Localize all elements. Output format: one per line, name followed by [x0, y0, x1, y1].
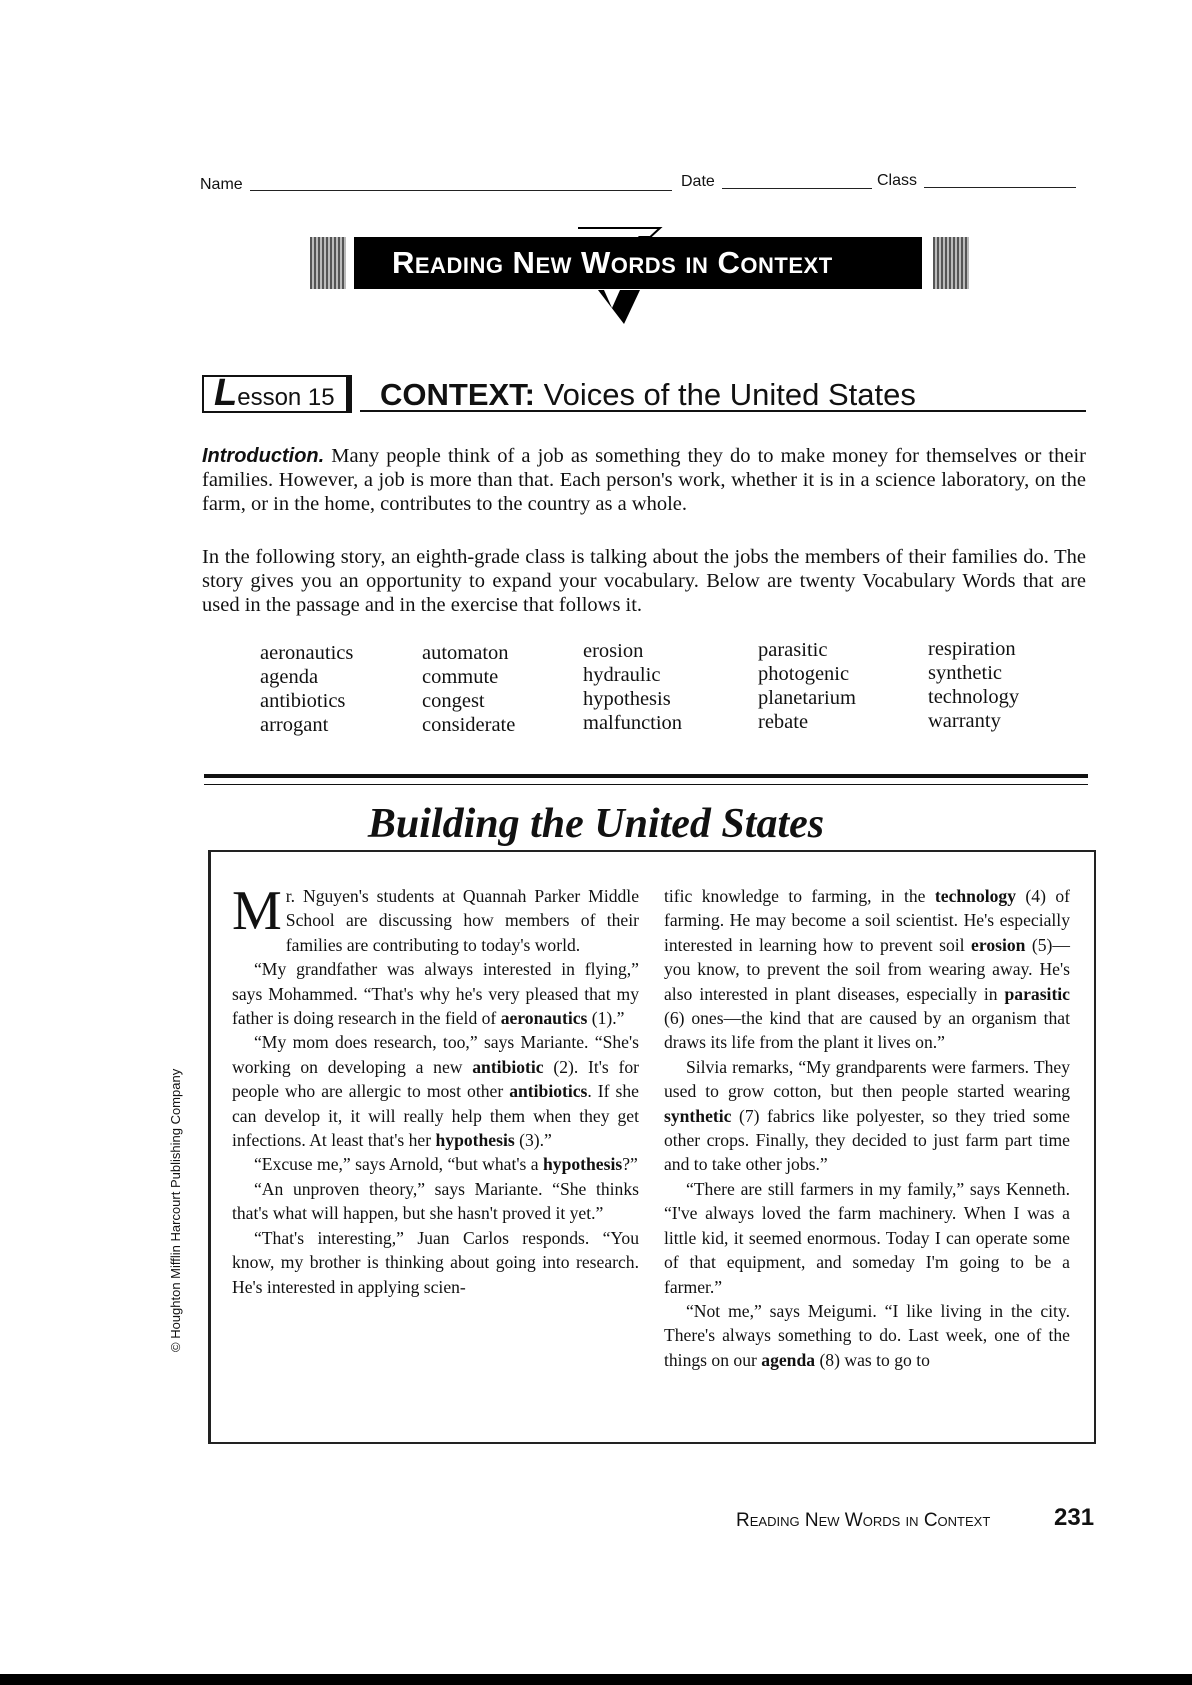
class-label: Class [877, 172, 918, 189]
lesson-badge-text [214, 374, 335, 412]
banner-right-block [933, 237, 969, 289]
class-field-line[interactable] [924, 187, 1076, 188]
story-paragraph: “Excuse me,” says Arnold, “but what's a hypothesis?” [254, 1154, 638, 1175]
context-title [380, 377, 916, 413]
vocab-word: commute [422, 666, 499, 688]
vocab-column-3 [583, 639, 682, 735]
publisher-credit: © Houghton Mifflin Harcourt Publishing Company [168, 1068, 183, 1352]
story-paragraph: “That's interesting,” Juan Carlos responds. “You know, my brother is thinking about going into research. He's interested in applying scien- [232, 1227, 639, 1297]
section-divider-thick [204, 774, 1088, 778]
story-paragraph: “My grandfather was always interested in flying,” says Mohammed. “That's why he's very pleased that my father is doing research in the field of aeronautics (1).” [232, 959, 639, 1029]
page-number: 231 [1054, 1504, 1095, 1531]
introduction-text: Many people think of a job as something they do to make money for themselves or their families. However, a job is more than that. Each person's work, whether it is in a science laboratory, on the farm, or in the home, contributes to the country as a whole. [202, 445, 1086, 515]
vocab-word: arrogant [260, 714, 329, 736]
vocab-word: malfunction [583, 712, 683, 734]
introduction-label: Introduction. [202, 445, 325, 467]
vocab-word: hypothesis [583, 688, 671, 710]
story-paragraph: tific knowledge to farming, in the technology (4) of farming. He may become a soil scientist. He's especially interested in learning how to prevent soil erosion (5)—you know, to prevent the soil from wearing away. He's also interested in plant diseases, especially in parasitic (6) ones—the kind that are caused by an organism that draws its life from the plant it lives on.” [664, 886, 1071, 1053]
vocab-word: agenda [260, 666, 319, 688]
introduction-paragraph [202, 444, 1086, 516]
story-title: Building the United States [367, 801, 825, 847]
vocab-word: erosion [583, 640, 644, 662]
story-paragraph: Silvia remarks, “My grandparents were farmers. They used to grow cotton, but then people started wearing synthetic (7) fabrics like polyester, so they tried some other crops. Finally, they decided to just farm part time and to take other jobs.” [664, 1056, 1070, 1175]
name-field-line[interactable] [250, 190, 672, 191]
vocab-word: technology [928, 686, 1020, 708]
name-label: Name [200, 176, 243, 193]
vocab-word: antibiotics [260, 690, 346, 712]
vocab-column-4 [758, 638, 856, 734]
vocab-column-5 [928, 637, 1019, 733]
vocab-word: planetarium [758, 687, 856, 709]
vocab-column-1 [260, 641, 353, 737]
context-subject: Voices of the United States [535, 377, 916, 412]
story-column-2 [664, 884, 1070, 1372]
banner-title: Reading New Words in Context [392, 245, 833, 280]
story-text: r. Nguyen's students at Quannah Parker Middle School are discussing how members of their families are contributing to today's world. [285, 886, 639, 955]
vocab-word: congest [422, 690, 485, 712]
story-dropcap: M [232, 880, 282, 942]
story-paragraph: “My mom does research, too,” says Mariante. “She's working on developing a new antibiotic (2). It's for people who are allergic to most other antibiotics. If she can develop it, it will really help them when they get infections. At least that's her hypothesis (3).” [232, 1032, 639, 1151]
context-underline [360, 410, 1086, 412]
date-label: Date [681, 173, 715, 190]
date-field-line[interactable] [722, 188, 872, 189]
story-intro-paragraph: In the following story, an eighth-grade class is talking about the jobs the members of their families do. The story gives you an opportunity to expand your vocabulary. Below are twenty Vocabulary Words that are used in the passage and in the exercise that follows it. [202, 546, 1086, 616]
context-label: CONTEXT: [380, 377, 535, 412]
lesson-badge-letter: L [214, 372, 238, 414]
story-column-1 [232, 880, 639, 1299]
story-paragraph: “There are still farmers in my family,” says Kenneth. “I've always loved the farm machinery. When I was a little kid, it seemed enormous. Today I can operate some of that equipment, and someday I'm going to be a farmer.” [664, 1178, 1070, 1297]
vocab-word: photogenic [758, 663, 850, 685]
story-paragraph: “An unproven theory,” says Mariante. “She thinks that's what will happen, but she hasn't proved it yet.” [232, 1178, 639, 1224]
vocab-word: synthetic [928, 662, 1003, 684]
section-divider-thin [204, 784, 1088, 785]
lesson-badge-number: esson 15 [237, 384, 335, 411]
vocab-word: respiration [928, 638, 1016, 660]
scan-bottom-edge [0, 1674, 1192, 1685]
vocab-word: rebate [758, 711, 809, 733]
vocab-word: automaton [422, 642, 509, 664]
footer-label: Reading New Words in Context [736, 1510, 991, 1531]
vocab-word: parasitic [758, 639, 828, 661]
vocab-word: warranty [928, 710, 1001, 732]
vocab-column-2 [422, 641, 515, 737]
vocab-word: hydraulic [583, 664, 661, 686]
story-paragraph: “Not me,” says Meigumi. “I like living in the city. There's always something to do. Last week, one of the things on our agenda (8) was to go to [664, 1300, 1070, 1370]
vocab-word: considerate [422, 714, 516, 736]
banner-left-block [310, 237, 346, 289]
vocab-word: aeronautics [260, 642, 354, 664]
